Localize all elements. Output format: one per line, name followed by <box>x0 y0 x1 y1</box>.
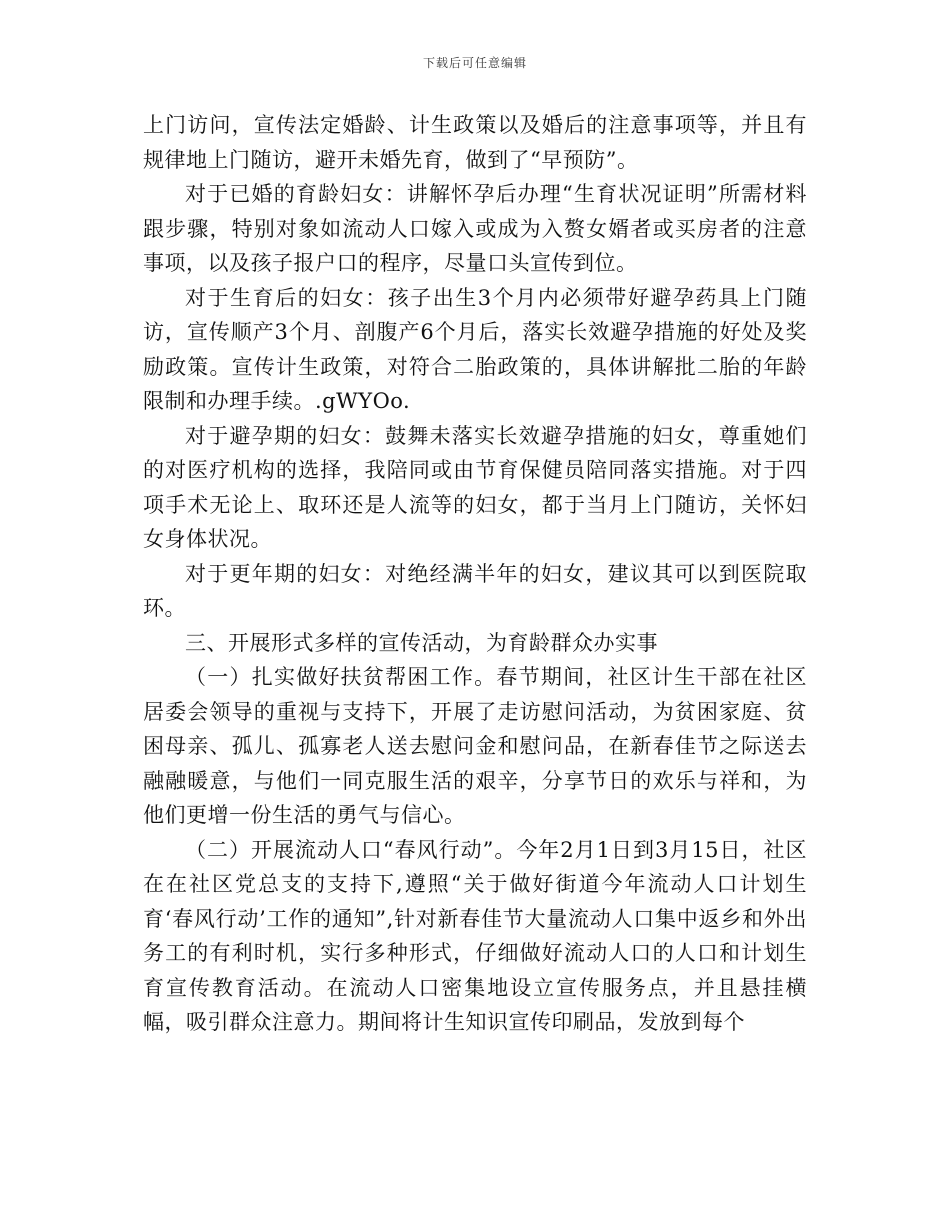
section-heading-3: 三、开展形式多样的宣传活动，为育龄群众办实事 <box>185 630 658 655</box>
paragraph-8: （二）开展流动人口“春风行动”。今年2月1日到3月15日，社区在在社区党总支的支持下,遵照“关于做好街道今年流动人口计划生育‘春风行动’工作的通知”,针对新春佳节大量流动人口集中返乡和外出务工的有利时机，实行多种形式，仔细做好流动人口的人口和计划生育宣传教育活动。在流动人口密集地设立宣传服务点，并且悬挂横幅，吸引群众注意力。期间将计生知识宣传印刷品，发放到每个 <box>143 837 807 1034</box>
page-header: 下载后可任意编辑 <box>422 56 527 70</box>
paragraph-5: 对于更年期的妇女：对绝经满半年的妇女，建议其可以到医院取环。 <box>143 561 807 620</box>
paragraph-4: 对于避孕期的妇女：鼓舞未落实长效避孕措施的妇女，尊重她们的对医疗机构的选择，我陪同或由节育保健员陪同落实措施。对于四项手术无论上、取环还是人流等的妇女，都于当月上门随访，关怀妇女身体状况。 <box>143 423 807 551</box>
paragraph-2: 对于已婚的育龄妇女：讲解怀孕后办理“生育状况证明”所需材料跟步骤，特别对象如流动人口嫁入或成为入赘女婿者或买房者的注意事项，以及孩子报户口的程序，尽量口头宣传到位。 <box>143 182 807 275</box>
paragraph-3: 对于生育后的妇女：孩子出生3个月内必须带好避孕药具上门随访，宣传顺产3个月、剖腹产6个月后，落实长效避孕措施的好处及奖励政策。宣传计生政策，对符合二胎政策的，具体讲解批二胎的年龄限制和办理手续。.gWYOo. <box>143 285 807 413</box>
paragraph-7: （一）扎实做好扶贫帮困工作。春节期间，社区计生干部在社区居委会领导的重视与支持下，开展了走访慰问活动，为贫困家庭、贫困母亲、孤儿、孤寡老人送去慰问金和慰问品，在新春佳节之际送去融融暖意，与他们一同克服生活的艰辛，分享节日的欢乐与祥和，为他们更增一份生活的勇气与信心。 <box>143 665 807 827</box>
document-body <box>143 108 807 1040</box>
paragraph-1: 上门访问，宣传法定婚龄、计生政策以及婚后的注意事项等，并且有规律地上门随访，避开未婚先育，做到了“早预防”。 <box>143 113 807 172</box>
